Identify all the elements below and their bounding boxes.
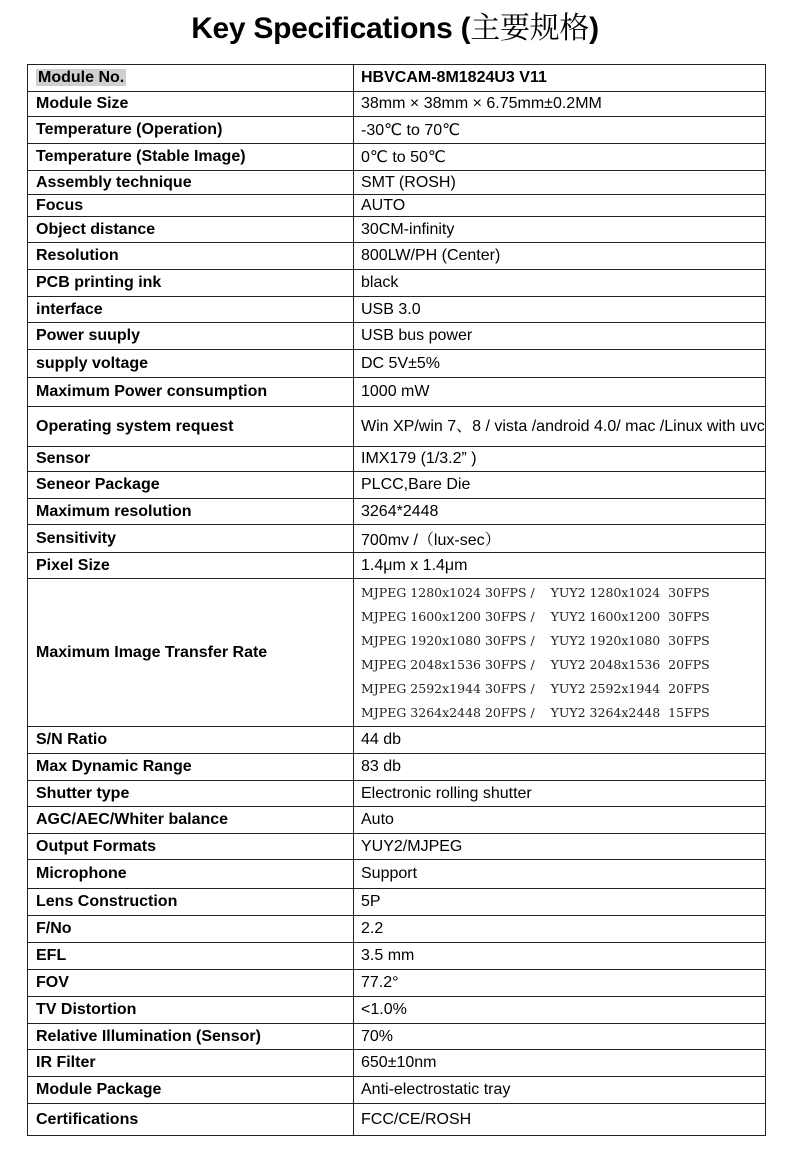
spec-value: 700mv /（lux-sec） [354,525,766,553]
spec-row [28,754,766,781]
spec-value: 1000 mW [354,378,766,407]
spec-row [28,217,766,243]
spec-label: Object distance [28,217,354,243]
spec-row [28,499,766,525]
spec-value: 800LW/PH (Center) [354,243,766,270]
spec-row [28,889,766,916]
spec-value: black [354,270,766,297]
spec-value: 30CM-infinity [354,217,766,243]
spec-label: Operating system request [28,407,354,447]
spec-row [28,407,766,447]
spec-label: FOV [28,970,354,997]
spec-label: Certifications [28,1104,354,1136]
spec-value: Electronic rolling shutter [354,781,766,807]
spec-value: DC 5V±5% [354,350,766,378]
spec-value: 44 db [354,727,766,754]
spec-label: Power suuply [28,323,354,350]
spec-value: Auto [354,807,766,834]
transfer-rate-line: MJPEG 1920x1080 30FPS / YUY2 1920x1080 30FPS [361,632,710,648]
spec-value: Anti-electrostatic tray [354,1077,766,1104]
spec-value: 3.5 mm [354,943,766,970]
transfer-rate-line: MJPEG 2592x1944 30FPS / YUY2 2592x1944 20FPS [361,680,710,696]
spec-row [28,943,766,970]
spec-row [28,92,766,117]
spec-label: EFL [28,943,354,970]
spec-value: PLCC,Bare Die [354,472,766,499]
spec-row [28,1024,766,1050]
spec-label: Assembly technique [28,171,354,195]
spec-table [27,64,766,1136]
spec-label: Maximum resolution [28,499,354,525]
spec-label: AGC/AEC/Whiter balance [28,807,354,834]
spec-label: Microphone [28,860,354,889]
spec-row [28,807,766,834]
page-title [0,8,790,50]
spec-value: 3264*2448 [354,499,766,525]
spec-row [28,579,766,727]
spec-value: -30℃ to 70℃ [354,117,766,144]
spec-value [354,579,766,727]
spec-label: S/N Ratio [28,727,354,754]
spec-row [28,525,766,553]
spec-label: Pixel Size [28,553,354,579]
spec-label: Output Formats [28,834,354,860]
spec-label: Lens Construction [28,889,354,916]
spec-label: PCB printing ink [28,270,354,297]
spec-label: IR Filter [28,1050,354,1077]
spec-row [28,144,766,171]
spec-row [28,1050,766,1077]
spec-row [28,378,766,407]
spec-row [28,195,766,217]
spec-value: 38mm × 38mm × 6.75mm±0.2MM [354,92,766,117]
spec-row [28,1077,766,1104]
transfer-rate-line: MJPEG 2048x1536 30FPS / YUY2 2048x1536 20FPS [361,656,710,672]
spec-row [28,350,766,378]
spec-label: Resolution [28,243,354,270]
spec-table-body [28,65,766,1136]
spec-row [28,916,766,943]
spec-value: 2.2 [354,916,766,943]
spec-value: YUY2/MJPEG [354,834,766,860]
spec-row [28,553,766,579]
spec-value: IMX179 (1/3.2” ) [354,447,766,472]
spec-value: SMT (ROSH) [354,171,766,195]
spec-label: interface [28,297,354,323]
spec-value: 650±10nm [354,1050,766,1077]
spec-value: HBVCAM-8M1824U3 V11 [354,65,766,92]
spec-label: Module Package [28,1077,354,1104]
spec-row [28,970,766,997]
spec-row [28,727,766,754]
title-en: Key Specifications ( [191,12,471,45]
spec-label [28,65,354,92]
spec-label: Max Dynamic Range [28,754,354,781]
spec-value: Win XP/win 7、8 / vista /android 4.0/ mac /Linux with uvc [354,407,766,447]
spec-row [28,171,766,195]
spec-label: Temperature (Operation) [28,117,354,144]
spec-label: Relative Illumination (Sensor) [28,1024,354,1050]
spec-row [28,781,766,807]
transfer-rate-line: MJPEG 1600x1200 30FPS / YUY2 1600x1200 30FPS [361,608,710,624]
spec-row [28,860,766,889]
transfer-rate-line: MJPEG 1280x1024 30FPS / YUY2 1280x1024 30FPS [361,584,710,600]
spec-row [28,243,766,270]
spec-label: Temperature (Stable Image) [28,144,354,171]
spec-row [28,297,766,323]
spec-value: USB 3.0 [354,297,766,323]
spec-value: <1.0% [354,997,766,1024]
spec-value: Support [354,860,766,889]
spec-value: 83 db [354,754,766,781]
spec-row [28,1104,766,1136]
spec-value: 1.4μm x 1.4μm [354,553,766,579]
spec-value: 5P [354,889,766,916]
spec-label: Sensitivity [28,525,354,553]
spec-value: AUTO [354,195,766,217]
spec-label: F/No [28,916,354,943]
spec-label: Maximum Image Transfer Rate [28,579,354,727]
transfer-rate-line: MJPEG 3264x2448 20FPS / YUY2 3264x2448 15FPS [361,704,710,720]
spec-row [28,447,766,472]
spec-value: 0℃ to 50℃ [354,144,766,171]
spec-label: Maximum Power consumption [28,378,354,407]
spec-row [28,117,766,144]
spec-label-highlight: Module No. [38,69,125,86]
spec-value: 70% [354,1024,766,1050]
spec-value: 77.2° [354,970,766,997]
title-close: ) [589,12,599,45]
spec-row [28,997,766,1024]
spec-row [28,65,766,92]
spec-row [28,472,766,499]
spec-value: USB bus power [354,323,766,350]
spec-value: FCC/CE/ROSH [354,1104,766,1136]
spec-row [28,323,766,350]
title-cn: 主要规格 [470,11,590,46]
spec-row [28,270,766,297]
spec-label: TV Distortion [28,997,354,1024]
spec-label: supply voltage [28,350,354,378]
spec-label: Focus [28,195,354,217]
spec-label: Shutter type [28,781,354,807]
spec-label: Module Size [28,92,354,117]
spec-label: Sensor [28,447,354,472]
spec-label: Seneor Package [28,472,354,499]
spec-row [28,834,766,860]
